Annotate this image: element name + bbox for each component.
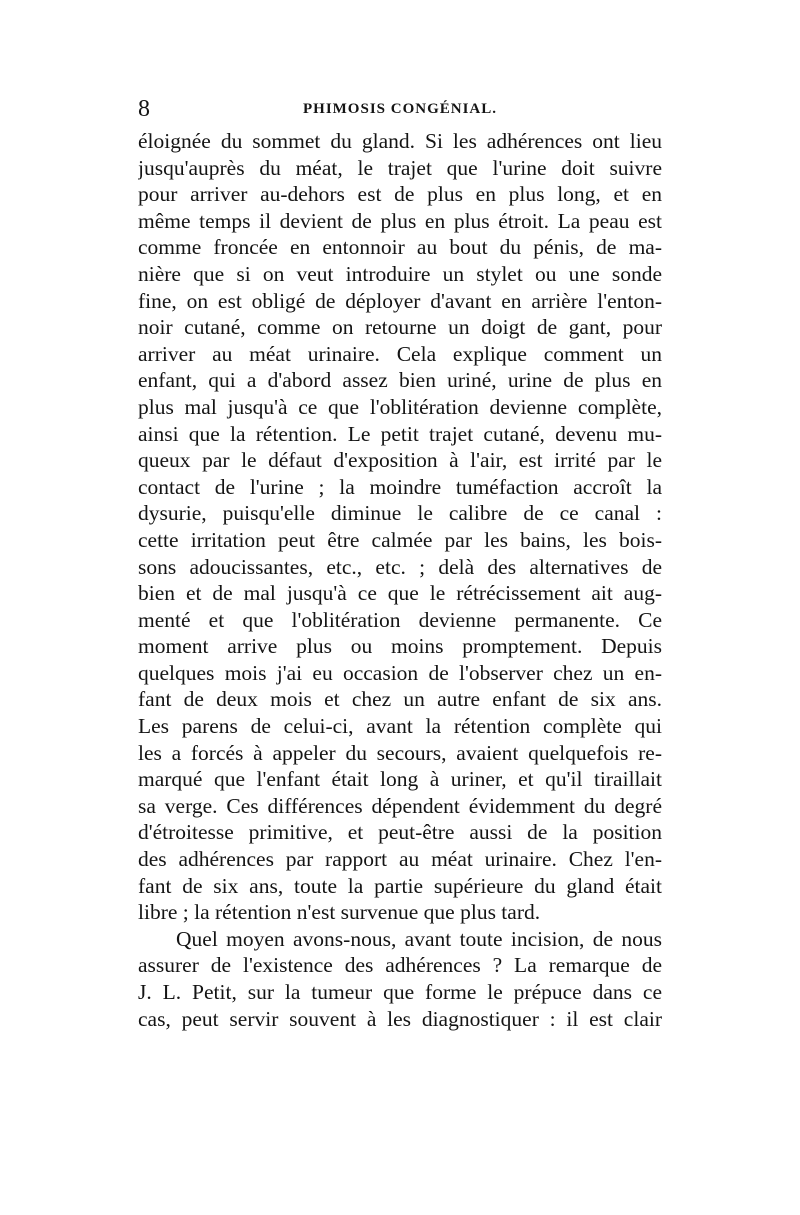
text-line: Les parens de celui-ci, avant la rétention complète qui [138,714,662,739]
body-text [138,128,662,1032]
text-line: moment arrive plus ou moins promptement. Depuis [138,634,662,659]
text-line: bien et de mal jusqu'à ce que le rétrécissement ait aug- [138,581,662,606]
text-line: enfant, qui a d'abord assez bien uriné, urine de plus en [138,368,662,393]
text-line: éloignée du sommet du gland. Si les adhérences ont lieu [138,129,662,153]
text-line: les a forcés à appeler du secours, avaient quelquefois re- [138,740,662,765]
text-line: dysurie, puisqu'elle diminue le calibre de ce canal : [138,501,662,526]
text-line: queux par le défaut d'exposition à l'air, est irrité par le [138,448,662,473]
page-header [138,94,662,124]
text-line: arriver au méat urinaire. Cela explique comment un [138,341,662,366]
text-line: sons adoucissantes, etc., etc. ; delà des alternatives de [138,554,662,579]
paragraph-end-line: libre ; la rétention n'est survenue que plus tard. [138,900,541,925]
text-line: fant de six ans, toute la partie supérieure du gland était [138,873,662,898]
text-line: noir cutané, comme on retourne un doigt de gant, pour [138,315,662,340]
text-line: d'étroitesse primitive, et peut-être aussi de la position [138,820,662,845]
text-line: plus mal jusqu'à ce que l'oblitération devienne complète, [138,394,662,419]
text-line: pour arriver au-dehors est de plus en plus long, et en [138,182,662,207]
page-number: 8 [138,96,150,122]
text-line: contact de l'urine ; la moindre tuméfaction accroît la [138,474,662,499]
text-line: fine, on est obligé de déployer d'avant en arrière l'enton- [138,288,662,313]
text-line: sa verge. Ces différences dépendent évidemment du degré [138,793,662,818]
paragraph-start-line: Quel moyen avons-nous, avant toute incision, de nous [176,926,662,951]
text-line: même temps il devient de plus en plus étroit. La peau est [138,208,662,233]
text-line: comme froncée en entonnoir au bout du pénis, de ma- [138,235,662,260]
text-line: assurer de l'existence des adhérences ? La remarque de [138,953,662,978]
text-line: cas, peut servir souvent à les diagnostiquer : il est clair [138,1006,662,1031]
text-line: ainsi que la rétention. Le petit trajet cutané, devenu mu- [138,421,662,446]
running-title: PHIMOSIS CONGÉNIAL. [302,101,498,117]
text-line: des adhérences par rapport au méat urinaire. Chez l'en- [138,847,662,872]
text-line: jusqu'auprès du méat, le trajet que l'urine doit suivre [138,155,662,180]
text-line: nière que si on veut introduire un stylet ou une sonde [138,261,662,286]
text-line: quelques mois j'ai eu occasion de l'observer chez un en- [138,660,662,685]
text-line: cette irritation peut être calmée par les bains, les bois- [138,527,662,552]
text-line: marqué que l'enfant était long à uriner, et qu'il tiraillait [138,767,662,792]
text-line: menté et que l'oblitération devienne permanente. Ce [138,607,662,632]
text-line: J. L. Petit, sur la tumeur que forme le prépuce dans ce [138,980,662,1004]
text-line: fant de deux mois et chez un autre enfant de six ans. [138,687,662,712]
